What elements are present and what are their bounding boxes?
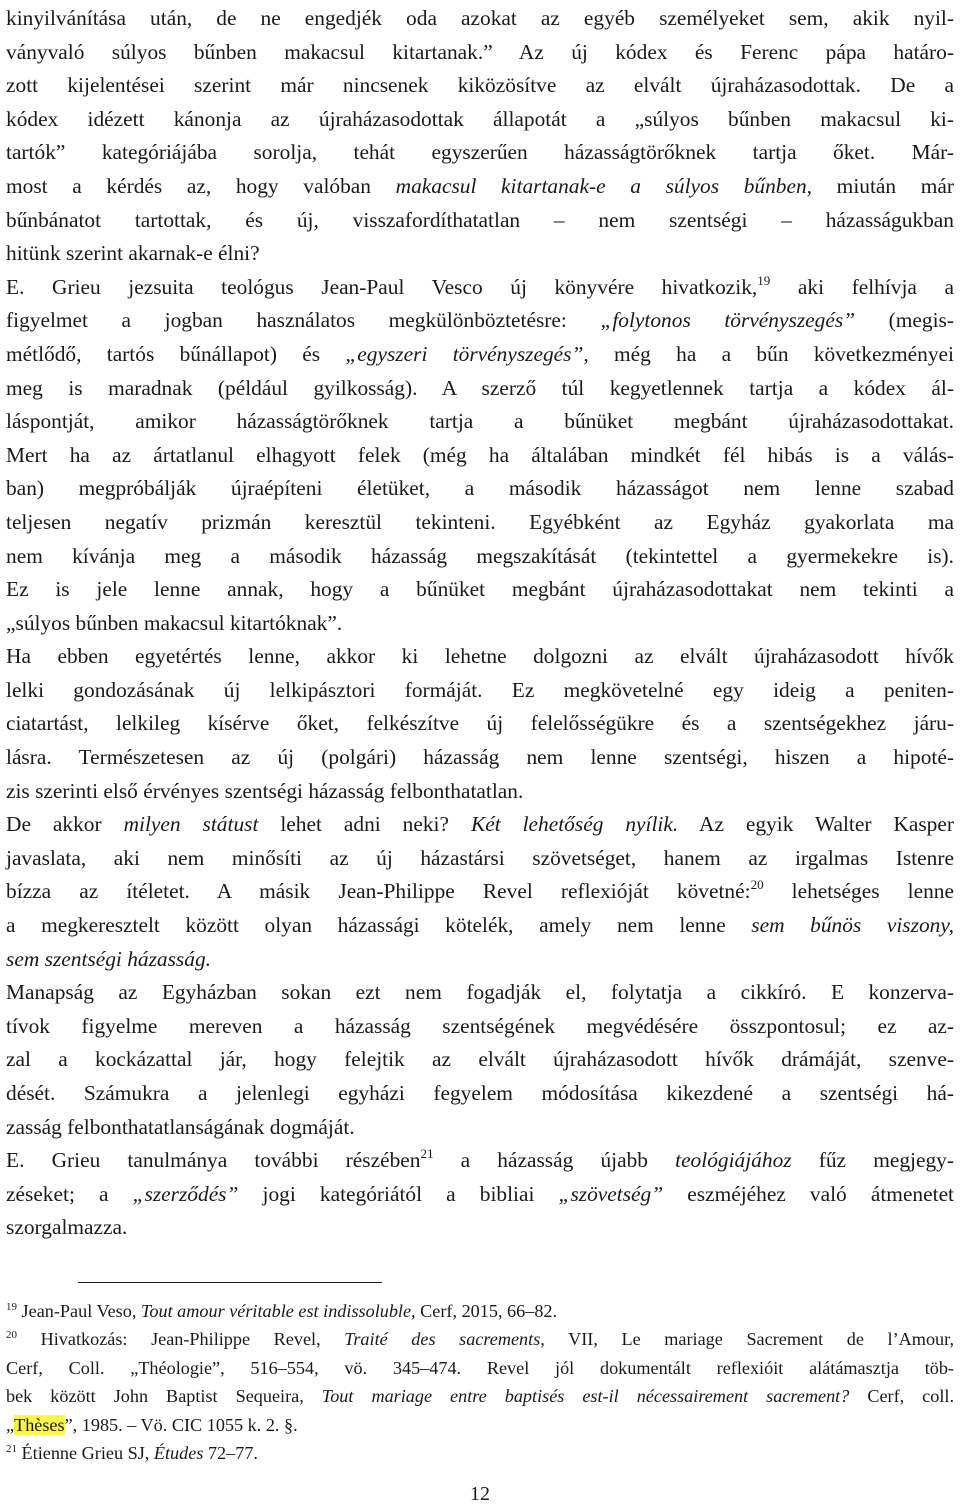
footnote-line (6, 1297, 954, 1325)
italic-text: Études (153, 1442, 204, 1463)
italic-text: Tout mariage entre baptisés est-il nécessairement sacrement? (321, 1386, 850, 1407)
body-line (6, 1043, 954, 1077)
body-line (6, 1010, 954, 1044)
text-run: Cerf, Coll. „Théologie”, 516–554, vö. 345–474. Revel jól dokumentált reflexióit alátámasztja töb- (6, 1357, 954, 1378)
body-line (6, 472, 954, 506)
footnote-ref: 20 (6, 1329, 17, 1342)
text-run: Ez is jele lenne annak, hogy a bűnüket megbánt újraházasodottakat nem tekinti a (6, 577, 954, 602)
text-run: lelki gondozásának új lelkipásztori formáját. Ez megkövetelné egy ideig a peniten- (6, 677, 954, 702)
body-line (6, 1111, 954, 1145)
footnote-ref: 21 (6, 1442, 17, 1455)
body-text (6, 2, 954, 1245)
footnote-ref: 20 (750, 877, 764, 893)
body-line (6, 640, 954, 674)
text-run: láspontját, amikor házasságtörőknek tartja a bűnüket megbánt újraházasodottakat. (6, 409, 954, 434)
italic-text: Traité des sacrements, (344, 1329, 545, 1350)
text-run: „súlyos bűnben makacsul kitartóknak”. (6, 610, 343, 635)
text-run: eszméjéhez való átmenetet (663, 1181, 955, 1206)
footnote-line (6, 1382, 954, 1410)
text-run: ciatartást, lelkileg kísérve őket, felkészítve új felelősségükre és a szentségekhez járu- (6, 711, 954, 736)
italic-text: „folytonos törvényszegés” (600, 308, 856, 333)
body-line (6, 976, 954, 1010)
footnote-ref: 19 (757, 272, 771, 288)
text-run: Ha ebben egyetértés lenne, akkor ki lehetne dolgozni az elvált újraházasodott hívők (6, 644, 954, 669)
body-line (6, 439, 954, 473)
text-run: Manapság az Egyházban sokan ezt nem fogadják el, folytatja a cikkíró. E konzerva- (6, 980, 954, 1005)
body-line (6, 372, 954, 406)
body-line (6, 103, 954, 137)
text-run: ványvaló súlyos bűnben makacsul kitartanak.” Az új kódex és Ferenc pápa határo- (6, 39, 954, 64)
body-line (6, 338, 954, 372)
text-run: tartók” kategóriájába sorolja, tehát egyszerűen házasságtörőknek tartja őket. Már- (6, 140, 954, 165)
body-line (6, 36, 954, 70)
page-number: 12 (470, 1483, 490, 1505)
italic-text: „szövetség” (558, 1181, 664, 1206)
footnote-separator (78, 1282, 382, 1283)
text-run: javaslata, aki nem minősíti az új házastársi szövetséget, hanem az irgalmas Istenre (6, 845, 954, 870)
text-run: zal a kockázattal jár, hogy felejtik az elvált újraházasodott hívők drámáját, szenve- (6, 1047, 954, 1072)
text-run: aki felhívja a (770, 274, 954, 299)
footnote-line (6, 1411, 954, 1439)
body-line (6, 707, 954, 741)
text-run: De akkor (6, 812, 124, 837)
body-line (6, 842, 954, 876)
text-run: hitünk szerint akarnak-e élni? (6, 241, 260, 266)
body-line (6, 506, 954, 540)
body-line (6, 1211, 954, 1245)
text-run: meg is maradnak (például gyilkosság). A szerző túl kegyetlennek tartja a kódex ál- (6, 375, 954, 400)
footnote-ref: 21 (420, 1146, 434, 1162)
text-run: métlődő, tartós bűnállapot) és (6, 341, 346, 366)
text-run: E. Grieu tanulmánya további részében (6, 1148, 421, 1173)
footnote-line (6, 1325, 954, 1353)
text-run: zéseket; a (6, 1181, 133, 1206)
body-line (6, 674, 954, 708)
body-line (6, 204, 954, 238)
text-run: bek között John Baptist Sequeira, (6, 1386, 322, 1407)
text-run: szorgalmazza. (6, 1215, 128, 1240)
body-line (6, 1077, 954, 1111)
footnote-ref: 19 (6, 1301, 17, 1313)
body-line (6, 875, 954, 909)
text-run: lásra. Természetesen az új (polgári) házasság nem lenne szentségi, hiszen a hipoté- (6, 745, 954, 770)
text-run: ban) megpróbálják újraépíteni életüket, a második házasságot nem lenne szabad (6, 476, 954, 501)
text-run: zasság felbonthatatlanságának dogmáját. (6, 1114, 355, 1139)
italic-text: Két lehetőség nyílik. (470, 812, 679, 837)
italic-text: sem szentségi házasság. (6, 946, 211, 971)
text-run: Cerf, coll. (849, 1386, 954, 1407)
text-run: Mert ha az ártatlanul elhagyott felek (még ha általában mindkét fél hibás is a válás- (6, 442, 954, 467)
text-run: (megis- (855, 308, 954, 333)
body-line (6, 405, 954, 439)
text-run: nem kívánja meg a második házasság megszakítását (tekintettel a gyermekekre is). (6, 543, 954, 568)
text-run: Cerf, 2015, 66–82. (415, 1301, 558, 1321)
italic-text: Tout amour véritable est indissoluble, (140, 1301, 416, 1321)
italic-text: milyen státust (123, 812, 259, 837)
text-run: Jean-Paul Veso, (17, 1301, 141, 1321)
body-line (6, 136, 954, 170)
body-line (6, 741, 954, 775)
text-run: , még ha a bűn következményei (583, 341, 954, 366)
text-run: tívok figyelme mereven a házasság szentségének megvédésére összpontosul; ez az- (6, 1013, 954, 1038)
text-run: Hivatkozás: Jean-Philippe Revel, (17, 1329, 345, 1350)
text-run: ”, 1985. – Vö. CIC 1055 k. 2. §. (64, 1414, 298, 1435)
body-line (6, 540, 954, 574)
italic-text: „szerződés” (132, 1181, 239, 1206)
text-run: Étienne Grieu SJ, (17, 1442, 154, 1463)
body-line (6, 775, 954, 809)
text-run: a házasság újabb (433, 1148, 676, 1173)
text-run: miután már (812, 173, 954, 198)
body-line (6, 170, 954, 204)
text-run: a megkeresztelt között olyan házassági kötelék, amely nem lenne (6, 913, 752, 938)
text-run: dését. Számukra a jelenlegi egyházi fegyelem módosítása kikezdené a szentségi há- (6, 1081, 954, 1105)
body-line (6, 909, 954, 943)
body-line (6, 808, 954, 842)
body-line (6, 69, 954, 103)
body-line (6, 271, 954, 305)
text-run: jogi kategóriától a bibliai (238, 1181, 559, 1206)
body-line (6, 607, 954, 641)
italic-text: „egyszeri törvényszegés” (345, 341, 584, 366)
text-run: zis szerinti első érvényes szentségi házasság felbonthatatlan. (6, 778, 524, 803)
body-line (6, 304, 954, 338)
text-run: kinyilvánítása után, de ne engedjék oda azokat az egyéb személyeket sem, akik nyil- (6, 6, 954, 30)
text-run: lehetséges lenne (763, 879, 954, 904)
footnotes (6, 1297, 954, 1467)
text-run: bízza az ítéletet. A másik Jean-Philippe Revel reflexióját követné: (6, 879, 751, 904)
text-run: figyelmet a jogban használatos megkülönböztetésre: (6, 308, 601, 333)
text-run: „ (6, 1414, 15, 1435)
text-run: fűz megjegy- (791, 1148, 954, 1173)
text-run: 72–77. (203, 1442, 258, 1463)
text-run: VII, Le mariage Sacrement de l’Amour, (544, 1329, 955, 1350)
footnote-line (6, 1354, 954, 1382)
text-run: teljesen negatív prizmán keresztül tekinteni. Egyébként az Egyház gyakorlata ma (6, 509, 954, 534)
italic-text: teológiájához (675, 1148, 792, 1173)
text-run: zott kijelentései szerint már nincsenek kiközösítve az elvált újraházasodottak. De a (6, 73, 954, 98)
body-line (6, 1144, 954, 1178)
body-line (6, 943, 954, 977)
italic-text: sem bűnös viszony, (751, 913, 954, 938)
body-line (6, 237, 954, 271)
body-line (6, 573, 954, 607)
italic-text: makacsul kitartanak-e a súlyos bűnben, (395, 173, 813, 198)
text-run: lehet adni neki? (258, 812, 471, 837)
text-run: most a kérdés az, hogy valóban (6, 173, 396, 198)
body-line (6, 1178, 954, 1212)
text-run: kódex idézett kánonja az újraházasodottak állapotát a „súlyos bűnben makacsul ki- (6, 106, 954, 131)
text-run: Az egyik Walter Kasper (678, 812, 954, 837)
highlighted-text: Thèses (14, 1414, 65, 1435)
footnote-line (6, 1439, 954, 1467)
body-line (6, 2, 954, 36)
text-run: E. Grieu jezsuita teológus Jean-Paul Vesco új könyvére hivatkozik, (6, 274, 758, 299)
text-run: bűnbánatot tartottak, és új, visszafordíthatatlan – nem szentségi – házasságukban (6, 207, 954, 232)
